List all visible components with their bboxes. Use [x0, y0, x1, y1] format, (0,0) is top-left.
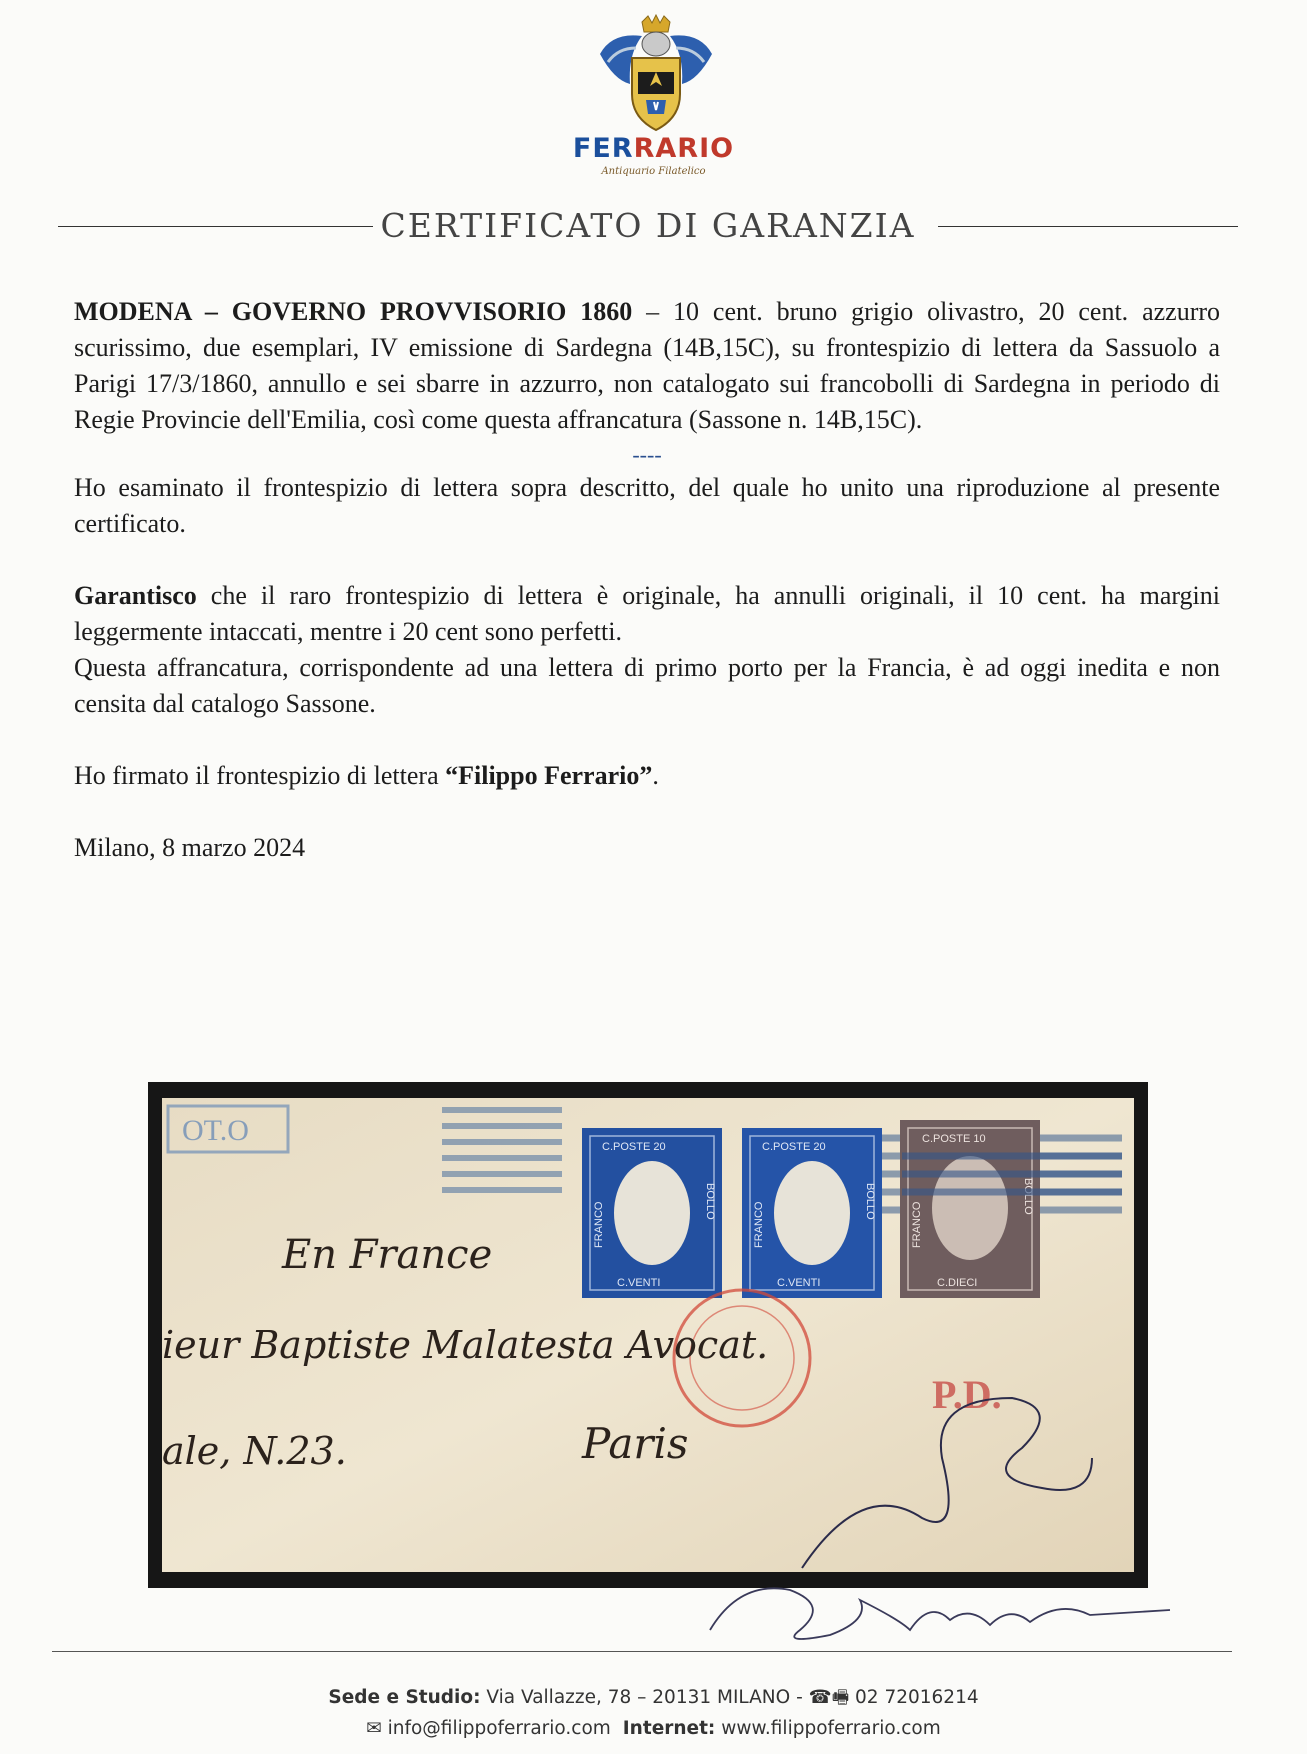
guarantee-paragraph: Garantisco che il raro frontespizio di lettera è originale, ha annulli originali, il 10 cent. ha margini leggermente intaccati, mentre i 20 cent sono perfetti.	[74, 581, 1220, 646]
svg-text:C.DIECI: C.DIECI	[937, 1277, 978, 1289]
svg-text:BOLLO: BOLLO	[1022, 1178, 1034, 1215]
footer-address: Sede e Studio: Via Vallazze, 78 – 20131 MILANO - ☎🖷 02 72016214	[328, 1687, 979, 1708]
title-rule-right	[938, 226, 1238, 227]
stamp-20c-left	[582, 1128, 722, 1298]
footer-contacts: ✉ info@filippoferrario.com Internet: www.filippoferrario.com	[366, 1718, 941, 1739]
svg-text:FRANCO: FRANCO	[593, 1201, 605, 1248]
letter-front-illustration	[162, 1098, 1134, 1572]
envelope-icon: ✉	[366, 1718, 382, 1739]
signature-paragraph: Ho firmato il frontespizio di lettera “Filippo Ferrario”.	[74, 761, 659, 790]
separator: ----	[632, 442, 662, 467]
website-link[interactable]: www.filippoferrario.com	[715, 1718, 941, 1739]
svg-text:C.POSTE 20: C.POSTE 20	[762, 1141, 826, 1153]
expert-signature	[700, 1560, 1200, 1650]
handwriting-en-france: En France	[282, 1232, 493, 1278]
crest-logo	[592, 14, 720, 136]
pd-mark: P.D.	[932, 1372, 1002, 1417]
stamp-10c	[900, 1120, 1040, 1298]
handwriting-street: ale, N.23.	[162, 1429, 347, 1473]
franking-paragraph: Questa affrancatura, corrispondente ad una lettera di primo porto per la Francia, è ad oggi inedita e non censita dal catalogo Sassone.	[74, 653, 1220, 718]
examination-paragraph: Ho esaminato il frontespizio di lettera sopra descritto, del quale ho unito una riproduzione al presente certificato.	[74, 473, 1220, 538]
stamp-20c-right	[742, 1128, 882, 1298]
svg-text:C.POSTE 20: C.POSTE 20	[602, 1141, 666, 1153]
brand-subtitle: Antiquario Filatelico	[601, 166, 706, 177]
brand-name: FERRARIO	[572, 133, 735, 164]
certificate-body	[74, 294, 1220, 866]
footer-rule	[52, 1651, 1232, 1652]
svg-text:C.VENTI: C.VENTI	[777, 1277, 821, 1289]
svg-text:C.VENTI: C.VENTI	[617, 1277, 661, 1289]
letter-front-image	[148, 1082, 1148, 1588]
svg-text:FRANCO: FRANCO	[753, 1201, 765, 1248]
handwriting-paris: Paris	[582, 1419, 689, 1468]
svg-text:BOLLO: BOLLO	[864, 1183, 876, 1220]
certificate-title-row	[58, 206, 1238, 246]
svg-text:BOLLO: BOLLO	[704, 1183, 716, 1220]
handwriting-addressee: ieur Baptiste Malatesta Avocat.	[162, 1323, 769, 1367]
svg-text:FRANCO: FRANCO	[911, 1201, 923, 1248]
certificate-title: CERTIFICATO DI GARANZIA	[380, 206, 916, 245]
box-cancel-text: OT.O	[182, 1114, 249, 1147]
place-date: Milano, 8 marzo 2024	[74, 833, 306, 862]
svg-text:C.POSTE 10: C.POSTE 10	[922, 1133, 986, 1145]
description-paragraph: MODENA – GOVERNO PROVVISORIO 1860 – 10 cent. bruno grigio olivastro, 20 cent. azzurro scurissimo, due esemplari, IV emissione di Sardegna (14B,15C), su frontespizio di lettera da Sassuolo a Parigi 17/3/1860, annullo e sei sbarre in azzurro, non catalogato sui francobolli di Sardegna in periodo di Regie Provincie dell'Emilia, così come questa affrancatura (Sassone n. 14B,15C).	[74, 297, 1221, 434]
email-link[interactable]: info@filippoferrario.com	[381, 1718, 611, 1739]
